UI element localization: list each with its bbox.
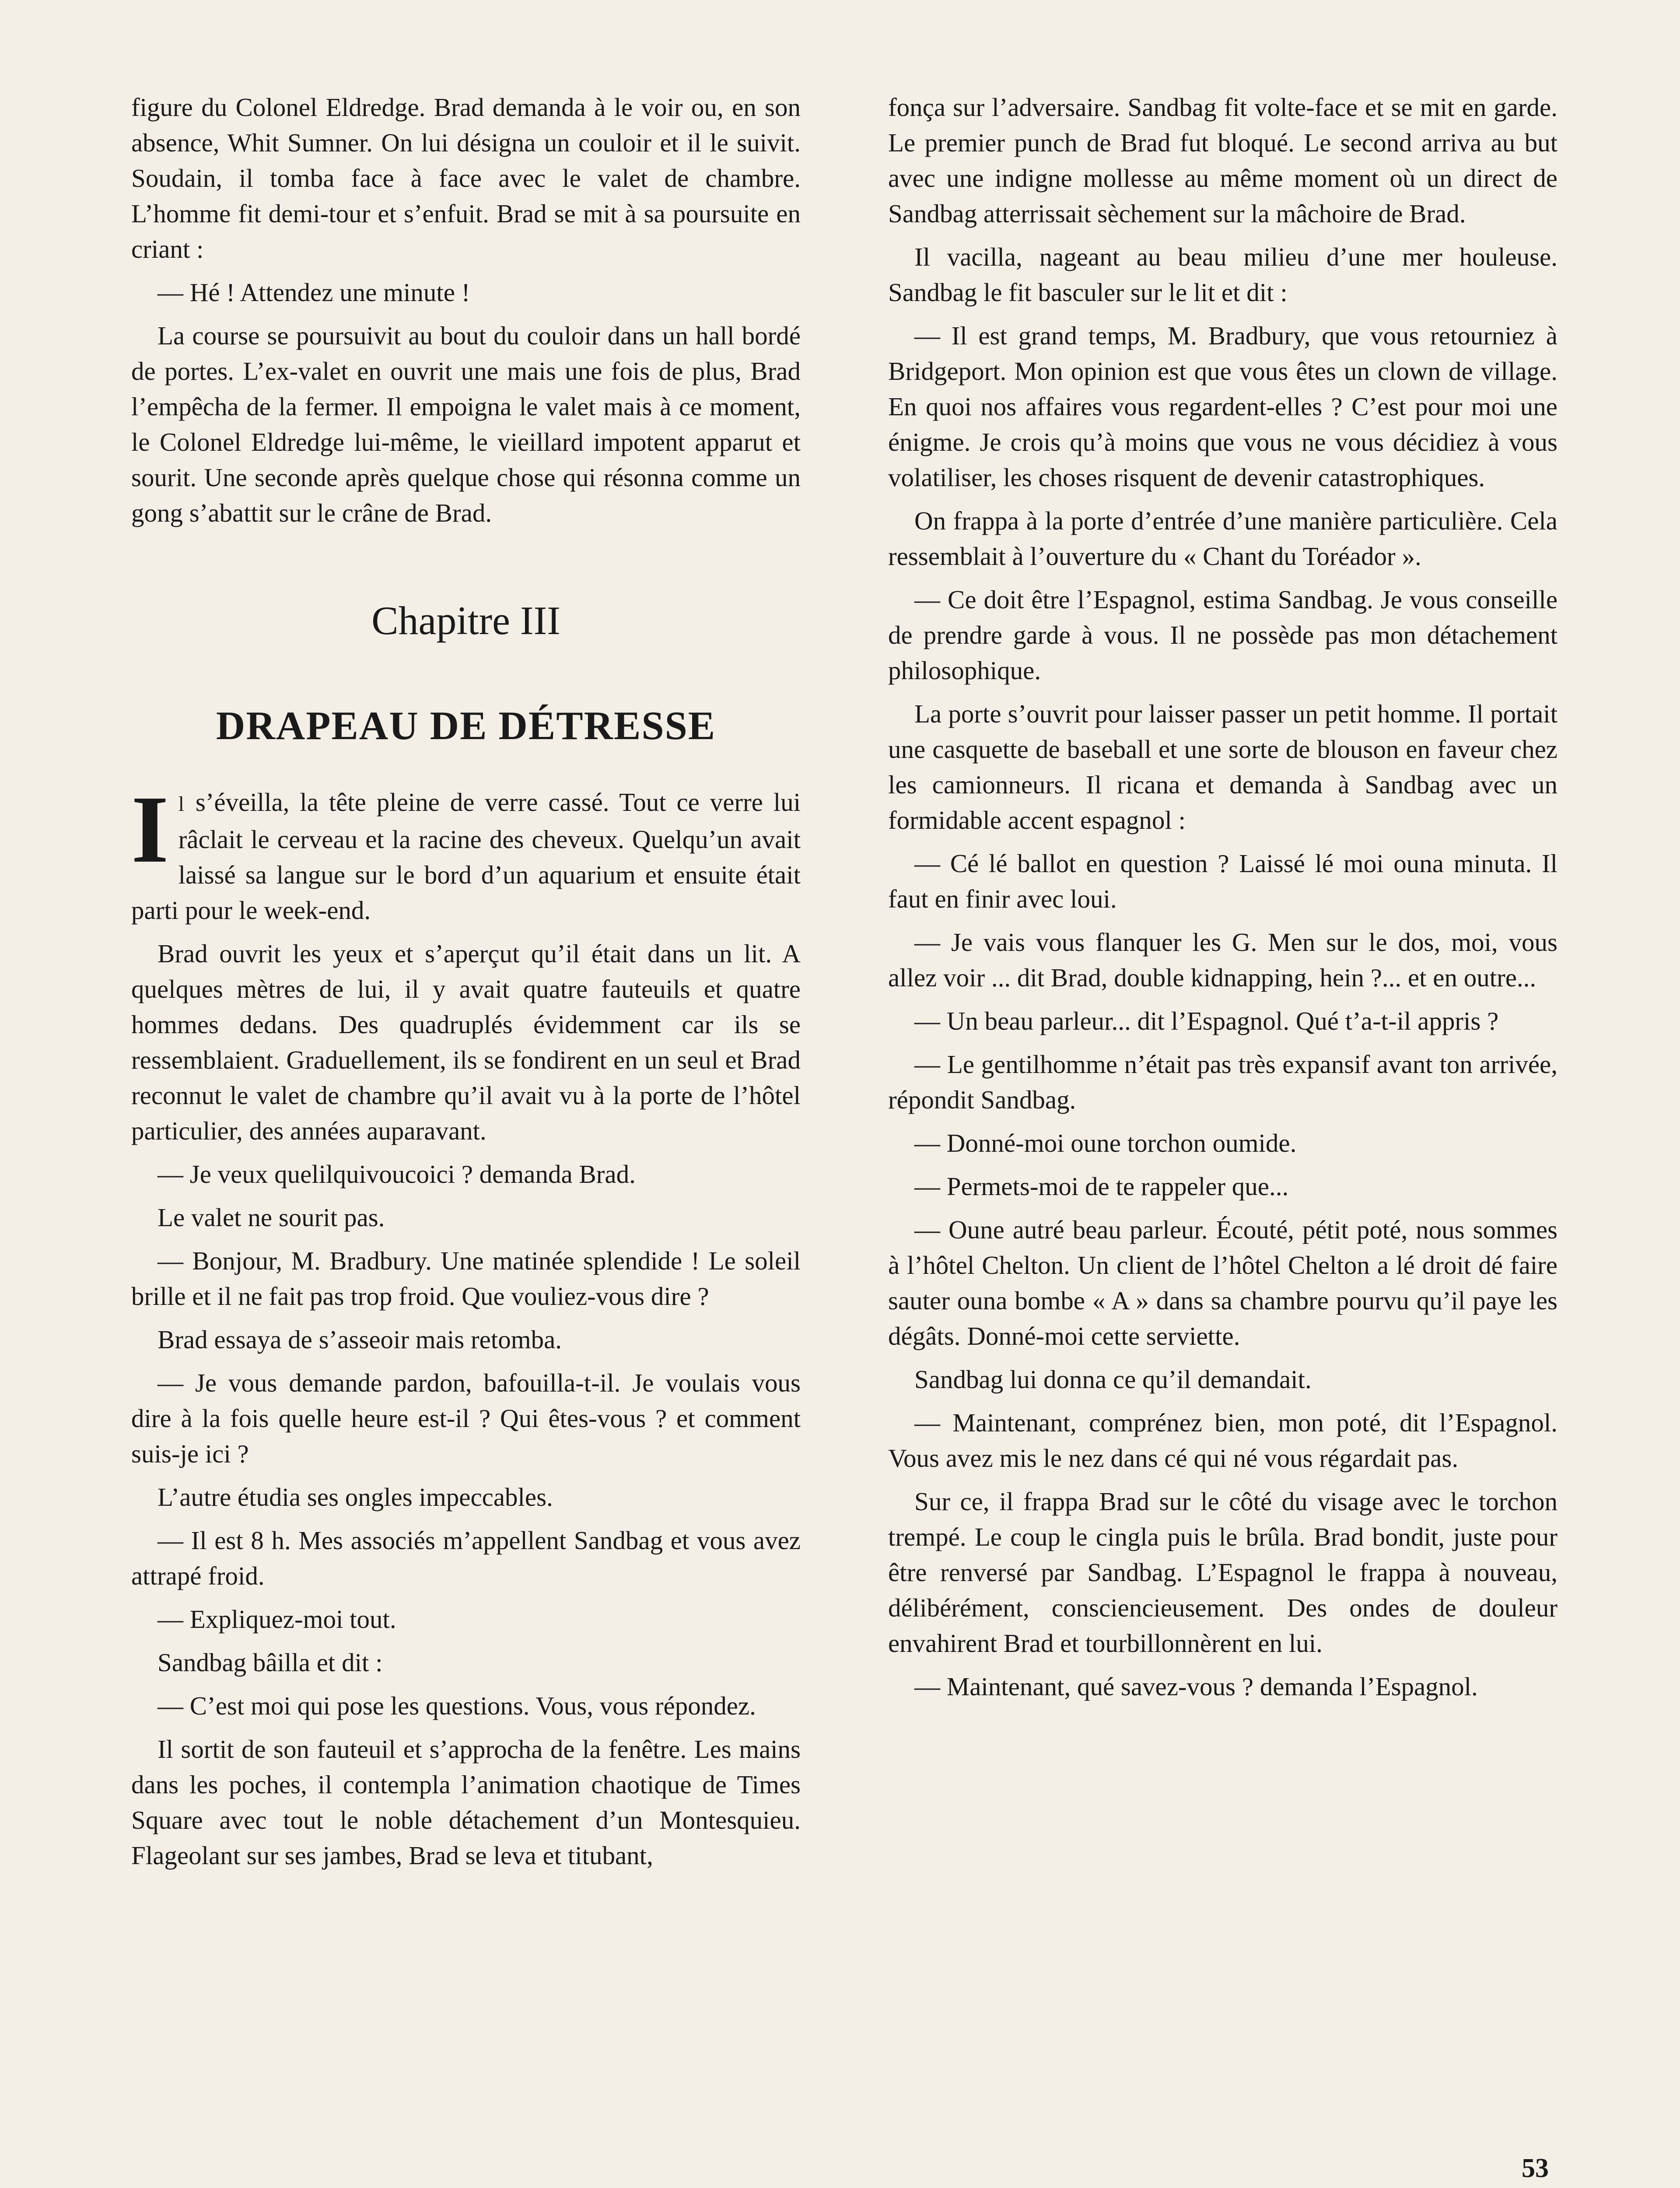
- paragraph: — Ce doit être l’Espagnol, estima Sandbag. Je vous conseille de prendre garde à vous. Il ne possède pas mon détachement philosophique.: [888, 585, 1558, 685]
- paragraph: — C’est moi qui pose les questions. Vous, vous répondez.: [158, 1691, 756, 1720]
- paragraph: — Hé ! Attendez une minute !: [158, 278, 470, 307]
- right-column: [888, 90, 1558, 1712]
- paragraph: — Je veux quelilquivoucoici ? demanda Brad.: [158, 1160, 636, 1189]
- chapter-number: Chapitre III: [371, 598, 560, 643]
- paragraph: La course se poursuivit au bout du couloir dans un hall bordé de portes. L’ex-valet en ouvrit une mais une fois de plus, Brad l’empêcha de la fermer. Il empoigna le valet mais à ce moment, le Colonel Eldredge lui-même, le vieillard impotent apparut et sourit. Une seconde après quelque chose qui résonna comme un gong s’abattit sur le crâne de Brad.: [131, 321, 801, 527]
- first-word: l: [178, 792, 185, 816]
- left-column: [131, 90, 801, 1881]
- chapter-title: DRAPEAU DE DÉTRESSE: [216, 703, 716, 748]
- paragraph: Il sortit de son fauteuil et s’approcha de la fenêtre. Les mains dans les poches, il contempla l’animation chaotique de Times Square avec tout le noble détachement d’un Montesquieu. Flageolant sur ses jambes, Brad se leva et titubant,: [131, 1735, 801, 1870]
- paragraph: — Un beau parleur... dit l’Espagnol. Qué t’a-t-il appris ?: [914, 1006, 1499, 1035]
- paragraph: — Le gentilhomme n’était pas très expansif avant ton arrivée, répondit Sandbag.: [888, 1050, 1558, 1114]
- paragraph: — Permets-moi de te rappeler que...: [914, 1172, 1289, 1201]
- first-paragraph-text: s’éveilla, la tête pleine de verre cassé. Tout ce verre lui râclait le cerveau et la racine des cheveux. Quelqu’un avait laissé sa langue sur le bord d’un aquarium et ensuite était parti pour le week-end.: [131, 788, 801, 925]
- paragraph: Sandbag bâilla et dit :: [158, 1648, 383, 1677]
- paragraph: — Maintenant, comprénez bien, mon poté, dit l’Espagnol. Vous avez mis le nez dans cé qui né vous régardait pas.: [888, 1408, 1558, 1473]
- paragraph: — Oune autré beau parleur. Écouté, pétit poté, nous sommes à l’hôtel Chelton. Un client de l’hôtel Chelton a lé droit dé faire sauter ouna bombe « A » dans sa chambre pourvu qu’il paye les dégâts. Donné-moi cette serviette.: [888, 1215, 1558, 1350]
- paragraph: L’autre étudia ses ongles impeccables.: [158, 1483, 553, 1511]
- paragraph: Le valet ne sourit pas.: [158, 1203, 385, 1232]
- first-paragraph: [131, 776, 801, 928]
- paragraph: fonça sur l’adversaire. Sandbag fit volte-face et se mit en garde. Le premier punch de Brad fut bloqué. Le second arriva au but avec une indigne mollesse au même moment où un direct de Sandbag atterrissait sèchement sur la mâchoire de Brad.: [888, 93, 1558, 228]
- drop-cap: I: [131, 776, 169, 883]
- paragraph: — Cé lé ballot en question ? Laissé lé moi ouna minuta. Il faut en finir avec loui.: [888, 849, 1558, 913]
- paragraph: On frappa à la porte d’entrée d’une manière particulière. Cela ressemblait à l’ouverture du « Chant du Toréador ».: [888, 506, 1558, 571]
- paragraph: La porte s’ouvrit pour laisser passer un petit homme. Il portait une casquette de baseball et une sorte de blouson en faveur chez les camionneurs. Il ricana et demanda à Sandbag avec un formidable accent espagnol :: [888, 699, 1558, 835]
- paragraph: — Donné-moi oune torchon oumide.: [914, 1129, 1297, 1157]
- paragraph: Brad ouvrit les yeux et s’aperçut qu’il était dans un lit. A quelques mètres de lui, il y avait quatre fauteuils et quatre hommes dedans. Des quadruplés évidemment car ils se ressemblaient. Graduellement, ils se fondirent en un seul et Brad reconnut le valet de chambre qu’il avait vu à la porte de l’hôtel particulier, des années auparavant.: [131, 939, 801, 1145]
- paragraph: — Expliquez-moi tout.: [158, 1605, 396, 1634]
- page-number: 53: [1522, 2153, 1549, 2183]
- paragraph: — Il est 8 h. Mes associés m’appellent Sandbag et vous avez attrapé froid.: [131, 1526, 801, 1590]
- paragraph: Sandbag lui donna ce qu’il demandait.: [914, 1365, 1312, 1394]
- paragraph: — Maintenant, qué savez-vous ? demanda l’Espagnol.: [914, 1672, 1478, 1701]
- paragraph: Sur ce, il frappa Brad sur le côté du visage avec le torchon trempé. Le coup le cingla puis le brûla. Brad bondit, juste pour être renversé par Sandbag. L’Espagnol le frappa à nouveau, délibérément, consciencieusement. Des ondes de douleur envahirent Brad et tourbillonnèrent en lui.: [888, 1487, 1558, 1658]
- paragraph: — Il est grand temps, M. Bradbury, que vous retourniez à Bridgeport. Mon opinion est que vous êtes un clown de village. En quoi nos affaires vous regardent-elles ? C’est pour moi une énigme. Je crois qu’à moins que vous ne vous décidiez à vous volatiliser, les choses risquent de devenir catastrophiques.: [888, 321, 1558, 492]
- paragraph: — Je vais vous flanquer les G. Men sur le dos, moi, vous allez voir ... dit Brad, double kidnapping, hein ?... et en outre...: [888, 928, 1558, 992]
- paragraph: — Je vous demande pardon, bafouilla-t-il. Je voulais vous dire à la fois quelle heure est-il ? Qui êtes-vous ? et comment suis-je ici ?: [131, 1368, 801, 1468]
- paragraph: — Bonjour, M. Bradbury. Une matinée splendide ! Le soleil brille et il ne fait pas trop froid. Que vouliez-vous dire ?: [131, 1246, 801, 1311]
- paragraph: Il vacilla, nageant au beau milieu d’une mer houleuse. Sandbag le fit basculer sur le lit et dit :: [888, 242, 1558, 307]
- paragraph: figure du Colonel Eldredge. Brad demanda à le voir ou, en son absence, Whit Sumner. On lui désigna un couloir et il le suivit. Soudain, il tomba face à face avec le valet de chambre. L’homme fit demi-tour et s’enfuit. Brad se mit à sa poursuite en criant :: [131, 93, 801, 263]
- paragraph: Brad essaya de s’asseoir mais retomba.: [158, 1325, 562, 1354]
